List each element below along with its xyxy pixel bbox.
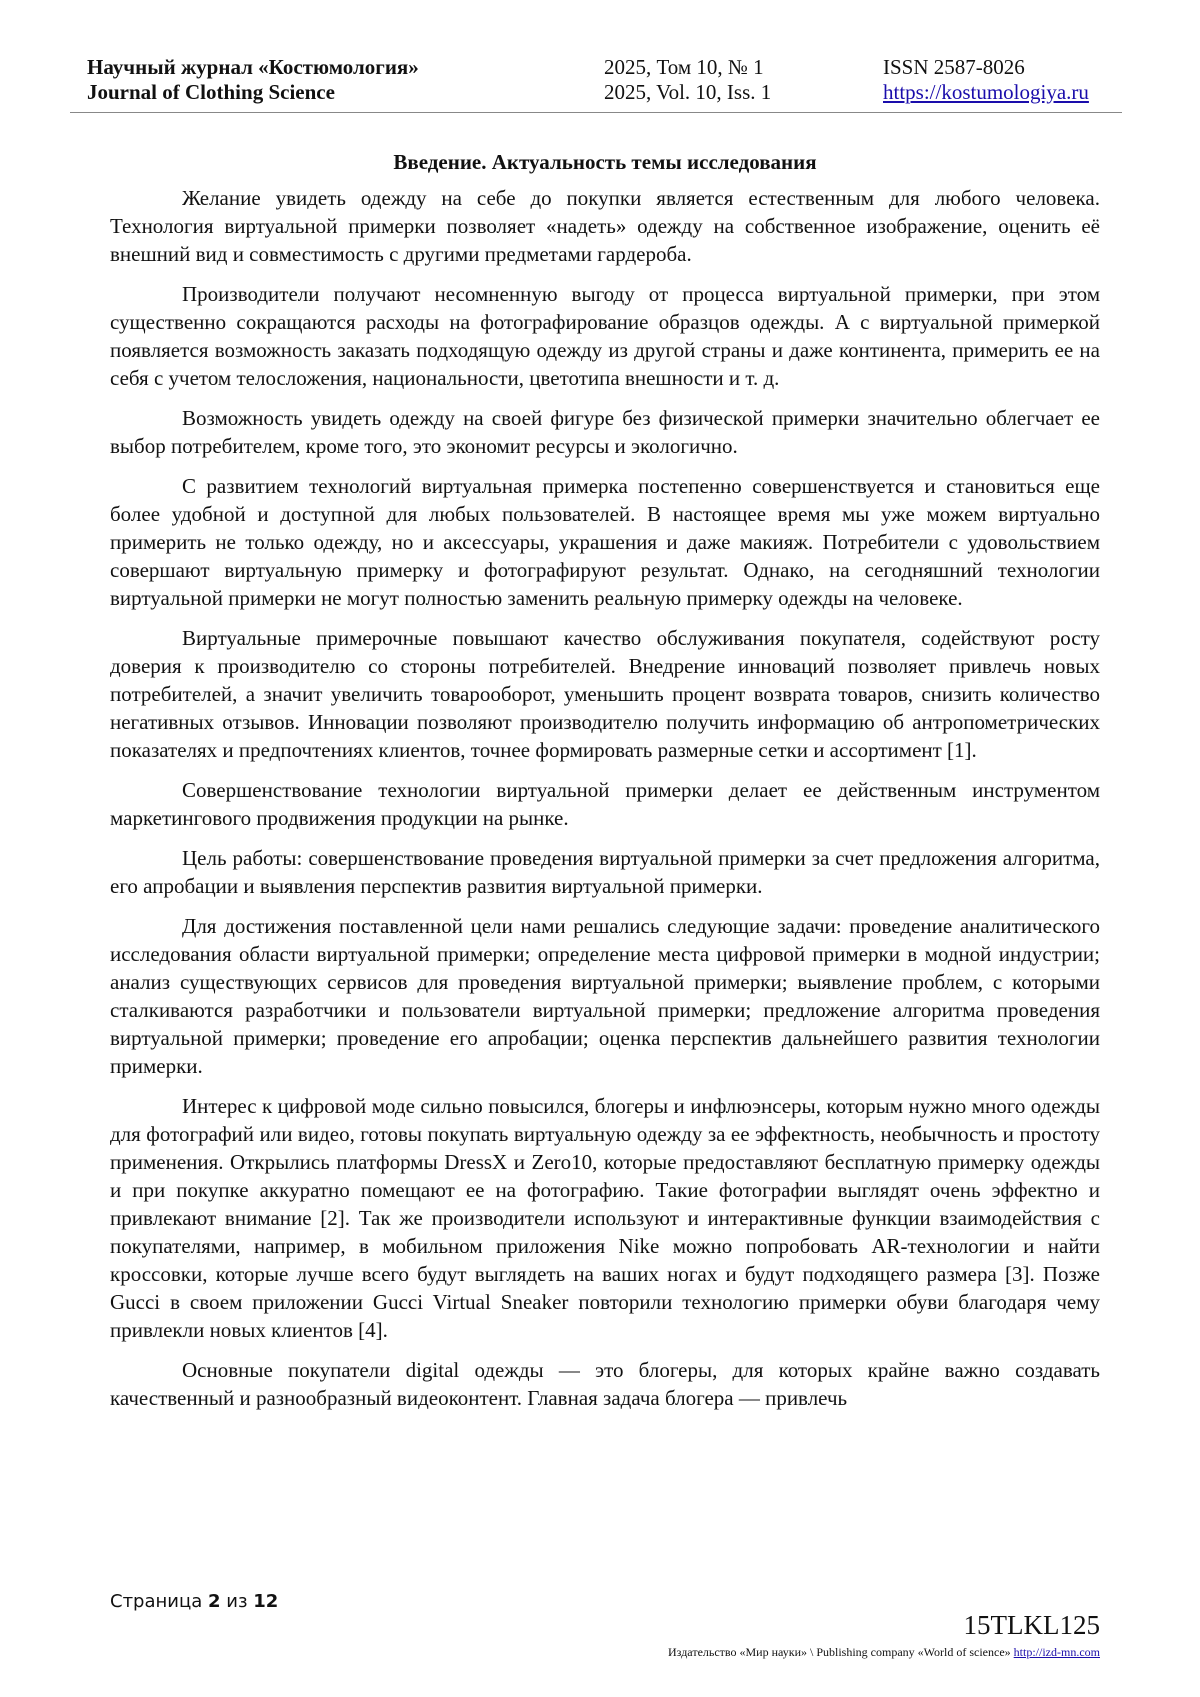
issn-block (883, 55, 1089, 105)
volume-info-block (604, 55, 771, 105)
paragraph: Желание увидеть одежду на себе до покупки является естественным для любого человека. Технология виртуальной примерки позволяет «надеть» одежду на собственное изображение, оценить её внешний вид и совместимость с другими предметами гардероба. (110, 186, 1100, 266)
volume-info-ru: 2025, Том 10, № 1 (604, 55, 764, 79)
paragraph: С развитием технологий виртуальная примерка постепенно совершенствуется и становиться еще более удобной и доступной для любых пользователей. В настоящее время мы уже можем виртуально примерить не только одежду, но и аксессуары, украшения и даже макияж. Потребители с удовольствием совершают виртуальную примерку и фотографируют результат. Однако, на сегодняшний технологии виртуальной примерки не могут полностью заменить реальную примерку одежды на человеке. (110, 474, 1100, 610)
article-body (110, 148, 1100, 1424)
article-code: 15TLKL125 (963, 1610, 1100, 1640)
paragraph: Интерес к цифровой моде сильно повысился, блогеры и инфлюэнсеры, которым нужно много одежды для фотографий или видео, готовы покупать виртуальную одежду за ее эффектность, необычность и простоту применения. Открылись платформы DressX и Zero10, которые предоставляют бесплатную примерку одежды и при покупке аккуратно помещают ее на фотографию. Такие фотографии выглядят очень эффектно и привлекают внимание [2]. Так же производители используют и интерактивные функции взаимодействия с покупателями, например, в мобильном приложения Nike можно попробовать AR-технологии и найти кроссовки, которые лучше всего будут выглядеть на ваших ногах и будут подходящего размера [3]. Позже Gucci в своем приложении Gucci Virtual Sneaker повторили технологию примерки обуви благодаря чему привлекли новых клиентов [4]. (110, 1094, 1100, 1342)
issn-number: ISSN 2587-8026 (883, 55, 1025, 79)
paragraph: Возможность увидеть одежду на своей фигуре без физической примерки значительно облегчает ее выбор потребителем, кроме того, это экономит ресурсы и экологично. (110, 406, 1100, 458)
page-current: 2 (208, 1591, 221, 1612)
paragraph: Производители получают несомненную выгоду от процесса виртуальной примерки, при этом существенно сокращаются расходы на фотографирование образцов одежды. А с виртуальной примеркой появляется возможность заказать подходящую одежду из другой страны и даже континента, примерить ее на себя с учетом телосложения, национальности, цветотипа внешности и т. д. (110, 282, 1100, 390)
publisher-link[interactable]: http://izd-mn.com (1013, 1645, 1100, 1659)
paragraph: Для достижения поставленной цели нами решались следующие задачи: проведение аналитического исследования области виртуальной примерки; определение места цифровой примерки в модной индустрии; анализ существующих сервисов для проведения виртуальной примерки; выявление проблем, с которыми сталкиваются разработчики и пользователи виртуальной примерки; предложение алгоритма проведения виртуальной примерки; проведение его апробации; оценка перспектив дальнейшего развития технологии примерки. (110, 914, 1100, 1078)
section-title: Введение. Актуальность темы исследования (393, 150, 817, 174)
volume-info-en: 2025, Vol. 10, Iss. 1 (604, 80, 772, 104)
journal-title-ru: Научный журнал «Костюмология» (87, 55, 419, 79)
page-total: 12 (253, 1591, 279, 1612)
publisher-line (668, 1645, 1100, 1660)
paragraph: Виртуальные примерочные повышают качество обслуживания покупателя, содействуют росту доверия к производителю со стороны потребителей. Внедрение инноваций позволяет привлечь новых потребителей, а значит увеличить товарооборот, уменьшить процент возврата товаров, снизить количество негативных отзывов. Инновации позволяют производителю получить информацию об антропометрических показателях и предпочтениях клиентов, точнее формировать размерные сетки и ассортимент [1]. (110, 626, 1100, 762)
paragraph: Цель работы: совершенствование проведения виртуальной примерки за счет предложения алгоритма, его апробации и выявления перспектив развития виртуальной примерки. (110, 846, 1100, 898)
header-divider (70, 112, 1122, 113)
running-header (87, 55, 1122, 111)
paragraph: Совершенствование технологии виртуальной примерки делает ее действенным инструментом маркетингового продвижения продукции на рынке. (110, 778, 1100, 830)
page-number (110, 1591, 278, 1612)
journal-title-block (87, 55, 419, 105)
paragraph: Основные покупатели digital одежды — это блогеры, для которых крайне важно создавать качественный и разнообразный видеоконтент. Главная задача блогера — привлечь (110, 1358, 1100, 1410)
journal-title-en: Journal of Clothing Science (87, 80, 335, 104)
journal-site-link[interactable]: https://kostumologiya.ru (883, 80, 1089, 104)
page-label: Страница (110, 1591, 203, 1612)
page-of: из (226, 1591, 248, 1612)
publisher-text: Издательство «Мир науки» \ Publishing company «World of science» (668, 1645, 1011, 1659)
